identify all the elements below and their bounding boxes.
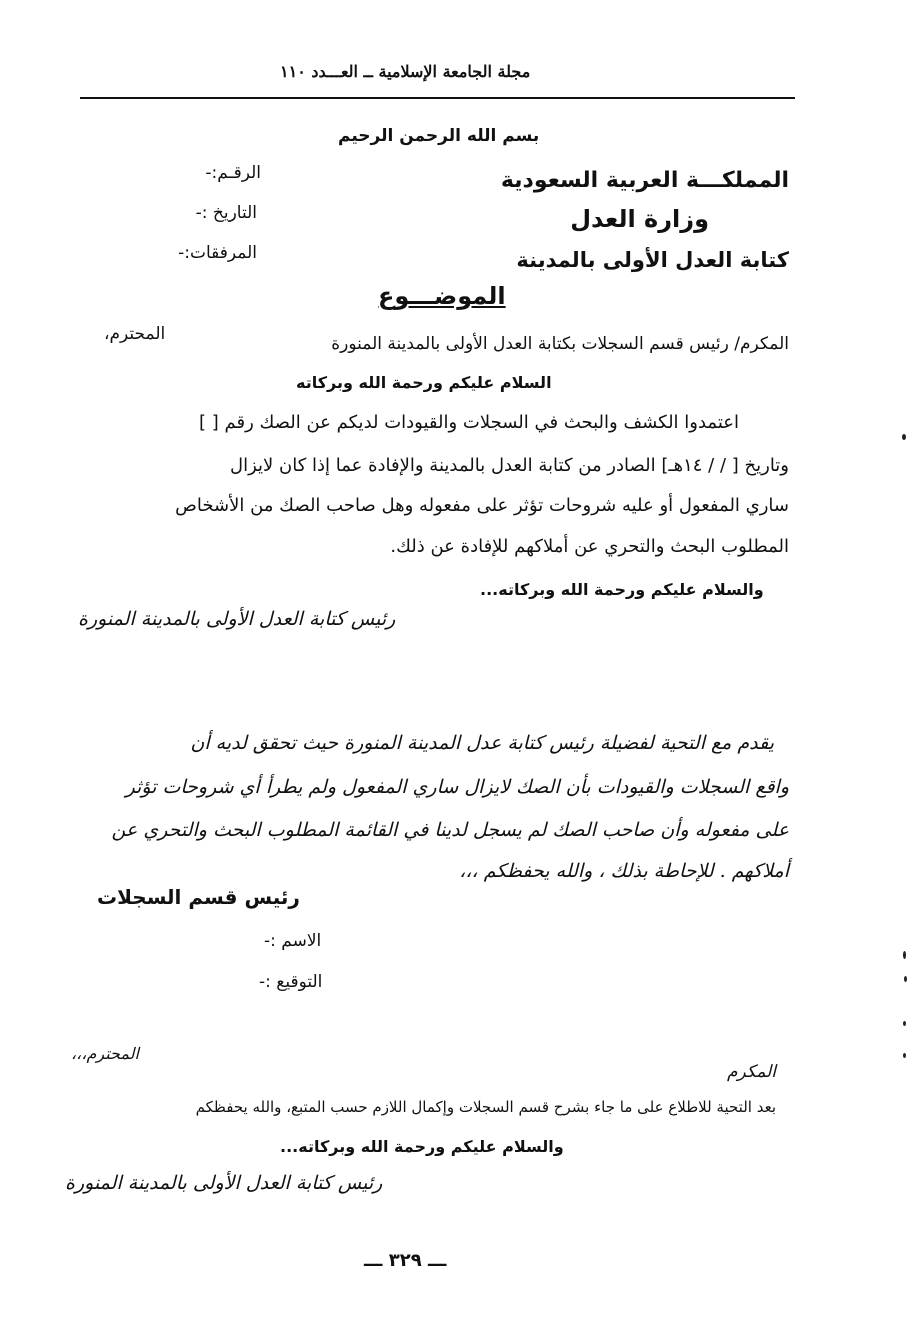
closing: والسلام عليكم ورحمة الله وبركاته... <box>480 580 764 599</box>
page-number: ـــ ٣٢٩ ـــ <box>364 1250 447 1271</box>
scan-speck <box>903 1053 906 1058</box>
body-line-4: المطلوب البحث والتحري عن أملاكهم للإفادة عن ذلك. <box>390 536 789 557</box>
reply-line-4: أملاكهم . للإحاطة بذلك ، والله يحفظكم ،،، <box>459 860 789 882</box>
subject-title: الموضـــوع <box>378 282 506 310</box>
header-rule <box>80 97 795 99</box>
body-line-2: وتاريخ [ / / ١٤هـ] الصادر من كتابة العدل بالمدينة والإفادة عما إذا كان لايزال <box>230 455 789 476</box>
final-addressee: المكرم <box>726 1062 776 1082</box>
greeting: السلام عليكم ورحمة الله وبركاته <box>296 373 552 392</box>
scan-speck <box>902 434 906 440</box>
final-greeting: والسلام عليكم ورحمة الله وبركاته... <box>280 1137 564 1156</box>
body-line-3: ساري المفعول أو عليه شروحات تؤثر على مفعوله وهل صاحب الصك من الأشخاص <box>175 495 789 516</box>
final-signatory: رئيس كتابة العدل الأولى بالمدينة المنورة <box>65 1172 383 1194</box>
meta-number: الرقـم:- <box>205 163 261 183</box>
scan-speck <box>903 951 906 959</box>
reply-name: الاسم :- <box>264 931 322 951</box>
org-office: كتابة العدل الأولى بالمدينة <box>516 248 789 272</box>
meta-date: التاريخ :- <box>195 203 257 223</box>
journal-header: مجلة الجامعة الإسلامية ــ العـــدد ١١٠ <box>280 62 531 81</box>
reply-title: رئيس قسم السجلات <box>97 885 300 909</box>
reply-signature: التوقيع :- <box>259 972 323 992</box>
reply-line-3: على مفعوله وأن صاحب الصك لم يسجل لدينا في القائمة المطلوب البحث والتحري عن <box>111 819 789 841</box>
meta-attachments: المرفقات:- <box>178 243 257 263</box>
org-ministry: وزارة العدل <box>570 205 709 233</box>
body-line-1: اعتمدوا الكشف والبحث في السجلات والقيودات لديكم عن الصك رقم [ ] <box>199 412 739 433</box>
honorific: المحترم، <box>104 324 166 344</box>
signatory: رئيس كتابة العدل الأولى بالمدينة المنورة <box>78 608 396 630</box>
final-honorific: المحترم،،، <box>71 1044 139 1063</box>
final-text: بعد التحية للاطلاع على ما جاء بشرح قسم السجلات وإكمال اللازم حسب المتبع، والله يحفظكم <box>195 1098 776 1116</box>
addressee: المكرم/ رئيس قسم السجلات بكتابة العدل الأولى بالمدينة المنورة <box>331 334 789 354</box>
reply-line-2: واقع السجلات والقيودات بأن الصك لايزال ساري المفعول ولم يطرأ أي شروحات تؤثر <box>125 776 789 798</box>
org-kingdom: المملكـــة العربية السعودية <box>500 168 789 193</box>
basmala: بسم الله الرحمن الرحيم <box>338 126 540 146</box>
scan-speck <box>904 976 907 982</box>
reply-line-1: يقدم مع التحية لفضيلة رئيس كتابة عدل المدينة المنورة حيث تحقق لديه أن <box>190 732 774 754</box>
scan-speck <box>903 1021 906 1026</box>
